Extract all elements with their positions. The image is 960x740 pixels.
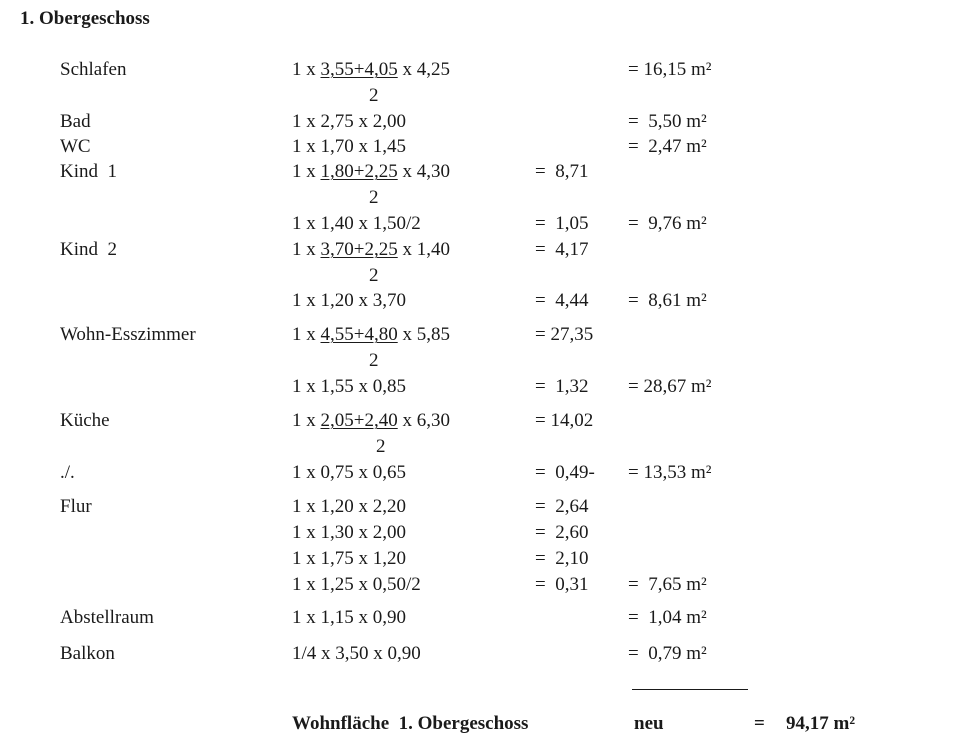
numerator: 3,55+4,05 [320, 59, 398, 80]
formula-flur-2: 1 x 1,30 x 2,00 [292, 522, 406, 543]
formula-kind1-2: 1 x 1,40 x 1,50/2 [292, 213, 421, 234]
divisor-schlafen: 2 [369, 85, 379, 106]
formula-wohn [292, 325, 450, 344]
summary-label: Wohnfläche 1. Obergeschoss [292, 713, 529, 734]
total-wohn: = 28,67 m² [628, 376, 712, 397]
formula-kind2 [292, 240, 450, 259]
deduction-label: ./. [60, 462, 75, 483]
formula-part: x 4,30 [397, 161, 450, 182]
formula-part: x 1,40 [397, 239, 450, 260]
formula-flur-1: 1 x 1,20 x 2,20 [292, 496, 406, 517]
numerator: 1,80+2,25 [320, 161, 398, 182]
numerator: 3,70+2,25 [320, 239, 398, 260]
total-abstellraum: = 1,04 m² [628, 607, 707, 628]
total-kueche: = 13,53 m² [628, 462, 712, 483]
formula-flur-4: 1 x 1,25 x 0,50/2 [292, 574, 421, 595]
subtotal-flur-1: = 2,64 [535, 496, 589, 517]
formula-part: x 6,30 [397, 410, 450, 431]
divisor-kueche: 2 [376, 436, 386, 457]
total-flur: = 7,65 m² [628, 574, 707, 595]
subtotal-flur-2: = 2,60 [535, 522, 589, 543]
subtotal-kueche: = 14,02 [535, 410, 594, 431]
room-name-abstellraum: Abstellraum [60, 607, 154, 628]
subtotal-wohn-2: = 1,32 [535, 376, 589, 397]
formula-kind2-2: 1 x 1,20 x 3,70 [292, 290, 406, 311]
room-name-kind2: Kind 2 [60, 239, 117, 260]
formula-schlafen [292, 60, 450, 79]
numerator: 2,05+2,40 [320, 410, 398, 431]
subtotal-wohn-1: = 27,35 [535, 324, 594, 345]
subtotal-kind2-2: = 4,44 [535, 290, 589, 311]
formula-part: 1 x [292, 239, 321, 260]
formula-bad: 1 x 2,75 x 2,00 [292, 111, 406, 132]
total-wc: = 2,47 m² [628, 136, 707, 157]
formula-kind1 [292, 162, 450, 181]
room-name-wc: WC [60, 136, 91, 157]
formula-kueche [292, 411, 450, 430]
room-name-bad: Bad [60, 111, 91, 132]
room-name-balkon: Balkon [60, 643, 115, 664]
subtotal-flur-4: = 0,31 [535, 574, 589, 595]
total-balkon: = 0,79 m² [628, 643, 707, 664]
formula-wc: 1 x 1,70 x 1,45 [292, 136, 406, 157]
formula-part: x 4,25 [397, 59, 450, 80]
formula-part: 1 x [292, 59, 321, 80]
total-kind2: = 8,61 m² [628, 290, 707, 311]
room-name-kind1: Kind 1 [60, 161, 117, 182]
subtotal-kind2-1: = 4,17 [535, 239, 589, 260]
room-name-flur: Flur [60, 496, 92, 517]
summary-status: neu [634, 713, 664, 734]
numerator: 4,55+4,80 [320, 324, 398, 345]
formula-balkon: 1/4 x 3,50 x 0,90 [292, 643, 421, 664]
total-kind1: = 9,76 m² [628, 213, 707, 234]
formula-wohn-2: 1 x 1,55 x 0,85 [292, 376, 406, 397]
page-title: 1. Obergeschoss [20, 8, 150, 29]
room-name-schlafen: Schlafen [60, 59, 127, 80]
summary-total: 94,17 m² [786, 713, 856, 734]
divisor-wohn: 2 [369, 350, 379, 371]
formula-part: x 5,85 [397, 324, 450, 345]
subtotal-kind1-2: = 1,05 [535, 213, 589, 234]
divisor-kind1: 2 [369, 187, 379, 208]
room-name-kueche: Küche [60, 410, 110, 431]
total-schlafen: = 16,15 m² [628, 59, 712, 80]
formula-abstellraum: 1 x 1,15 x 0,90 [292, 607, 406, 628]
total-bad: = 5,50 m² [628, 111, 707, 132]
subtotal-kind1-1: = 8,71 [535, 161, 589, 182]
room-name-wohn: Wohn-Esszimmer [60, 324, 196, 345]
formula-deduction: 1 x 0,75 x 0,65 [292, 462, 406, 483]
divisor-kind2: 2 [369, 265, 379, 286]
sum-rule [632, 689, 748, 690]
formula-part: 1 x [292, 410, 321, 431]
formula-part: 1 x [292, 161, 321, 182]
subtotal-flur-3: = 2,10 [535, 548, 589, 569]
subtotal-deduction: = 0,49- [535, 462, 595, 483]
formula-part: 1 x [292, 324, 321, 345]
summary-equals: = [754, 713, 765, 734]
formula-flur-3: 1 x 1,75 x 1,20 [292, 548, 406, 569]
